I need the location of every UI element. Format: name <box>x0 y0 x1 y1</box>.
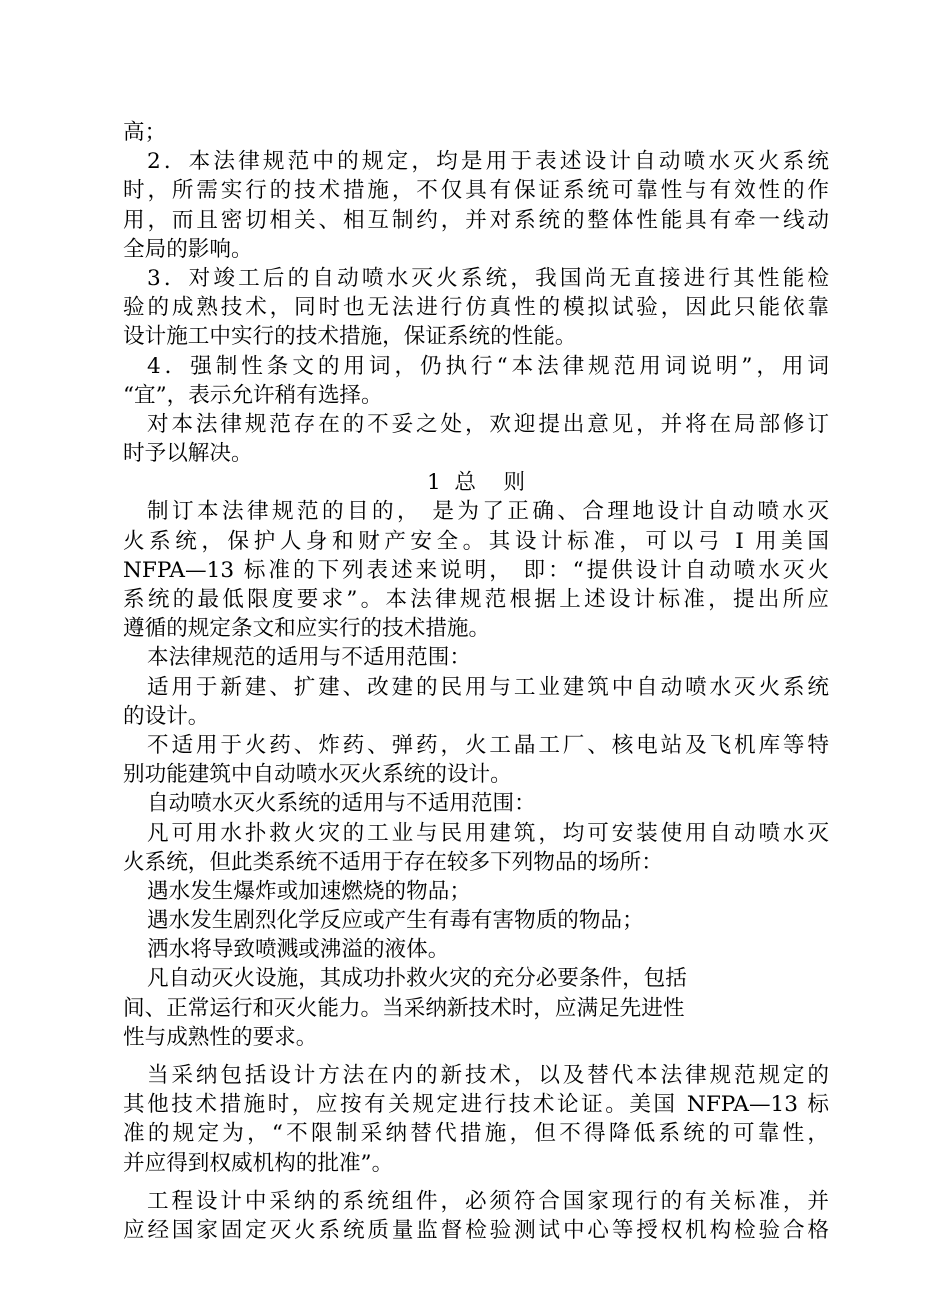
text-line: 性与成熟性的要求。 <box>123 1024 318 1050</box>
text-line: 高； <box>123 120 167 145</box>
text-line: 验的成熟技术，同时也无法进行仿真性的模拟试验，因此只能依靠 <box>123 295 829 321</box>
text-line: 火系统，但此类系统不适用于存在较多下列物品的场所： <box>123 849 663 875</box>
text-line: 并应得到权威机构的批准”。 <box>123 1150 394 1176</box>
text-line: 遇水发生爆炸或加速燃烧的物品； <box>147 878 471 904</box>
text-line: 凡可用水扑救火灾的工业与民用建筑，均可安装使用自动喷水灭 <box>147 820 829 846</box>
text-line: 不适用于火药、炸药、弹药，火工晶工厂、核电站及飞机库等特 <box>147 732 829 758</box>
text-line: 2．本法律规范中的规定，均是用于表述设计自动喷水灭火系统 <box>147 149 829 175</box>
text-line: NFPA—13 标准的下列表述来说明， 即：“提供设计自动喷水灭火 <box>123 557 829 583</box>
text-line: 设计施工中实行的技术措施，保证系统的性能。 <box>123 324 577 350</box>
text-line: 4．强制性条文的用词，仍执行“本法律规范用词说明”，用词 <box>147 353 829 379</box>
section-heading: 1 总 则 <box>426 470 526 496</box>
text-line: 工程设计中采纳的系统组件，必须符合国家现行的有关标准，并 <box>147 1188 829 1214</box>
text-line: 3．对竣工后的自动喷水灭火系统，我国尚无直接进行其性能检 <box>147 265 829 291</box>
text-line: 制订本法律规范的目的， 是为了正确、合理地设计自动喷水灭 <box>147 499 829 525</box>
text-line: 遇水发生剧烈化学反应或产生有毒有害物质的物品； <box>147 908 644 934</box>
text-line: 当采纳包括设计方法在内的新技术，以及替代本法律规范规定的 <box>147 1063 829 1088</box>
text-line: 系统的最低限度要求”。本法律规范根据上述设计标准，提出所应 <box>123 587 829 612</box>
text-line: 适用于新建、扩建、改建的民用与工业建筑中自动喷水灭火系统 <box>147 674 829 700</box>
text-line: 用，而且密切相关、相互制约，并对系统的整体性能具有牵一线动 <box>123 207 829 233</box>
text-line: 遵循的规定条文和应实行的技术措施。 <box>123 616 491 642</box>
text-line: 自动喷水灭火系统的适用与不适用范围： <box>147 791 536 817</box>
text-line: 其他技术措施时，应按有关规定进行技术论证。美国 NFPA—13 标 <box>123 1092 829 1118</box>
text-line: 的设计。 <box>123 703 210 729</box>
text-line: 别功能建筑中自动喷水灭火系统的设计。 <box>123 762 512 788</box>
document-body <box>123 118 829 1245</box>
text-line: 洒水将导致喷溅或沸溢的液体。 <box>147 937 450 963</box>
text-line: 时予以解决。 <box>123 441 253 467</box>
text-line: 应经国家固定灭火系统质量监督检验测试中心等授权机构检验合格 <box>123 1217 829 1243</box>
text-line: 全局的影响。 <box>123 236 253 262</box>
text-line: 凡自动灭火设施，其成功扑救火灾的充分必要条件，包括 <box>147 966 687 992</box>
text-line: 间、正常运行和灭火能力。当采纳新技术时，应满足先进性 <box>123 995 685 1021</box>
text-line: “宜”，表示允许稍有选择。 <box>123 382 383 408</box>
text-line: 对本法律规范存在的不妥之处，欢迎提出意见，并将在局部修订 <box>147 411 829 437</box>
text-line: 准的规定为，“不限制采纳替代措施，但不得降低系统的可靠性， <box>123 1121 829 1147</box>
text-line: 本法律规范的适用与不适用范围： <box>147 645 471 671</box>
text-line: 时，所需实行的技术措施，不仅具有保证系统可靠性与有效性的作 <box>123 178 829 204</box>
text-line: 火系统，保护人身和财产安全。其设计标准，可以弓 I 用美国 <box>123 528 829 554</box>
